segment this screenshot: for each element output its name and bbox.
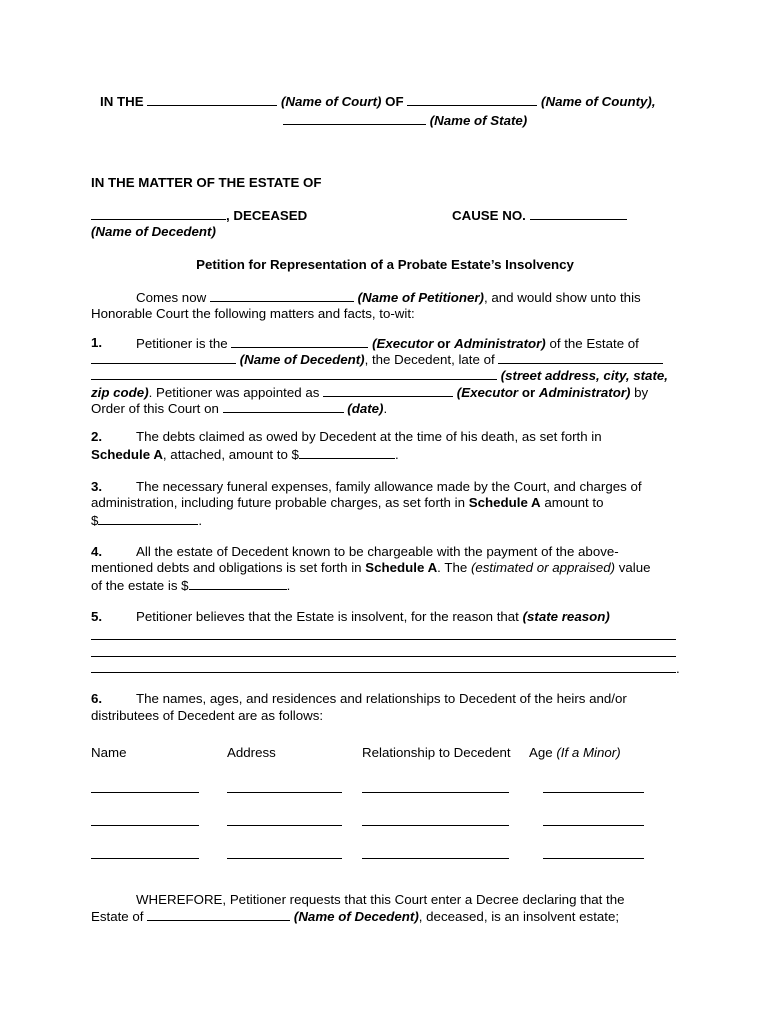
heir-2-address-blank xyxy=(227,825,342,826)
petitioner-blank xyxy=(210,289,354,302)
para-1-number: 1. xyxy=(91,335,103,350)
estate-value-blank xyxy=(189,577,287,590)
cause-no-blank xyxy=(530,207,627,220)
reason-period: . xyxy=(676,661,680,676)
residence-blank xyxy=(498,351,663,364)
heir-3-relationship-blank xyxy=(362,858,509,859)
name-of-county-label: (Name of County), xyxy=(541,94,656,109)
para-6-number: 6. xyxy=(91,691,103,706)
para-4-line-2: mentioned debts and obligations is set forth in Schedule A. The (estimated or appraised) value xyxy=(91,560,651,575)
decedent-blank xyxy=(91,207,226,220)
county-blank xyxy=(407,93,537,106)
heir-1-age-blank xyxy=(543,792,644,793)
of-label: OF xyxy=(385,94,404,109)
debts-amount-blank xyxy=(299,446,395,459)
wherefore-decedent-blank xyxy=(147,908,290,921)
heir-2-name-blank xyxy=(91,825,199,826)
heir-1-relationship-blank xyxy=(362,792,509,793)
para-3-number: 3. xyxy=(91,479,103,494)
para-5-number: 5. xyxy=(91,609,103,624)
para-2-line-2: Schedule A, attached, amount to $ . xyxy=(91,447,399,462)
reason-blank-line-3 xyxy=(91,672,676,673)
para-4-line-1: All the estate of Decedent known to be chargeable with the payment of the above- xyxy=(136,544,619,559)
name-of-decedent-caption: (Name of Decedent) xyxy=(91,224,216,239)
para-3-line-2: administration, including future probable charges, as set forth in Schedule A amount to xyxy=(91,495,604,510)
role-blank xyxy=(231,335,368,348)
heir-3-name-blank xyxy=(91,858,199,859)
heirs-col-relationship: Relationship to Decedent xyxy=(362,745,511,760)
decedent-caption-line xyxy=(91,207,307,224)
court-blank xyxy=(147,93,277,106)
heirs-col-name: Name xyxy=(91,745,127,760)
order-date-blank xyxy=(223,400,344,413)
state-blank xyxy=(283,112,426,125)
para-1-line-1: Petitioner is the (Executor or Administrator) of the Estate of xyxy=(136,336,639,351)
para-2-line-1: The debts claimed as owed by Decedent at the time of his death, as set forth in xyxy=(136,429,602,444)
heir-2-relationship-blank xyxy=(362,825,509,826)
decedent-name-blank xyxy=(91,351,236,364)
wherefore-line-2: Estate of (Name of Decedent), deceased, is an insolvent estate; xyxy=(91,909,620,924)
heirs-col-address: Address xyxy=(227,745,276,760)
para-6-line-1: The names, ages, and residences and relationships to Decedent of the heirs and/or xyxy=(136,691,627,706)
document-title: Petition for Representation of a Probate Estate’s Insolvency xyxy=(196,257,574,272)
name-of-court-label: (Name of Court) xyxy=(281,94,382,109)
name-of-petitioner-label: (Name of Petitioner) xyxy=(357,290,484,305)
reason-blank-line-2 xyxy=(91,656,676,657)
cause-number xyxy=(452,207,627,224)
para-4-line-3: of the estate is $ . xyxy=(91,578,291,593)
deceased-label: , DECEASED xyxy=(226,208,308,223)
para-2-number: 2. xyxy=(91,429,103,444)
matter-heading: IN THE MATTER OF THE ESTATE OF xyxy=(91,175,322,190)
name-of-state-label: (Name of State) xyxy=(429,113,528,128)
para-1-line-2: (Name of Decedent), the Decedent, late of xyxy=(91,351,663,368)
para-1-line-4: zip code). Petitioner was appointed as (Executor or Administrator) by xyxy=(91,385,649,400)
heir-2-age-blank xyxy=(543,825,644,826)
court-caption-line xyxy=(100,93,656,110)
address-blank xyxy=(91,367,497,380)
appointment-blank xyxy=(323,384,453,397)
heir-1-address-blank xyxy=(227,792,342,793)
intro-line-1: Comes now (Name of Petitioner), and would show unto this xyxy=(136,290,641,305)
para-3-line-1: The necessary funeral expenses, family allowance made by the Court, and charges of xyxy=(136,479,642,494)
intro-line-2: Honorable Court the following matters and facts, to-wit: xyxy=(91,306,415,321)
cause-no-label: CAUSE NO. xyxy=(452,208,526,223)
heir-3-age-blank xyxy=(543,858,644,859)
heir-3-address-blank xyxy=(227,858,342,859)
expenses-amount-blank xyxy=(98,512,198,525)
para-4-number: 4. xyxy=(91,544,103,559)
para-5-line-1: Petitioner believes that the Estate is insolvent, for the reason that (state reason) xyxy=(136,609,610,624)
heir-1-name-blank xyxy=(91,792,199,793)
state-caption-line xyxy=(283,112,527,129)
para-6-line-2: distributees of Decedent are as follows: xyxy=(91,708,324,723)
reason-blank-line-1 xyxy=(91,639,676,640)
para-3-line-3: $ . xyxy=(91,513,203,528)
wherefore-line-1: WHEREFORE, Petitioner requests that this Court enter a Decree declaring that the xyxy=(136,892,625,907)
para-1-line-5: Order of this Court on (date). xyxy=(91,401,388,416)
in-the-label: IN THE xyxy=(100,94,144,109)
heirs-col-age: Age (If a Minor) xyxy=(529,745,621,760)
para-1-line-3: (street address, city, state, xyxy=(91,367,668,384)
